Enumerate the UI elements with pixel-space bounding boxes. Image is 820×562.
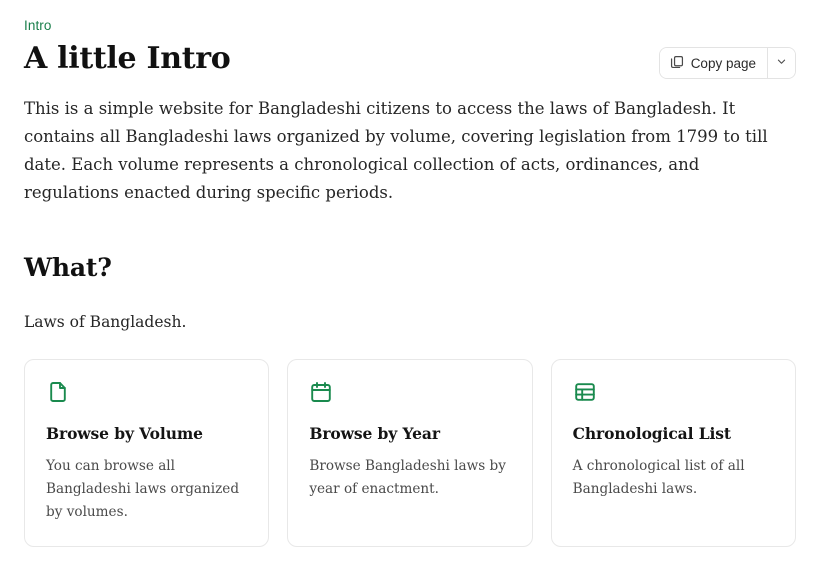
- chevron-down-icon: [776, 54, 787, 72]
- card-title: Chronological List: [572, 424, 731, 443]
- document-icon: [46, 380, 247, 404]
- copy-page-dropdown-button[interactable]: [767, 48, 795, 78]
- copy-page-button[interactable]: [660, 48, 767, 78]
- section-paragraph-what: Laws of Bangladesh.: [24, 313, 187, 331]
- card-grid: [24, 359, 796, 547]
- copy-icon: [670, 55, 684, 72]
- section-heading-what: What?: [24, 253, 112, 282]
- copy-page-label: Copy page: [690, 55, 756, 71]
- copy-page-group: [659, 47, 796, 79]
- calendar-icon: [309, 380, 510, 404]
- breadcrumb[interactable]: Intro: [24, 18, 52, 33]
- card-title: Browse by Volume: [46, 424, 203, 443]
- title-row: [24, 41, 796, 79]
- intro-paragraph: This is a simple website for Bangladeshi citizens to access the laws of Bangladesh. It contains all Bangladeshi laws organized by volume, covering legislation from 1799 to till date. Each volume represents a chronological collection of acts, ordinances, and regulations enacted during specific periods.: [24, 99, 768, 202]
- page-title: A little Intro: [24, 41, 231, 76]
- table-icon: [573, 380, 774, 404]
- card-description: A chronological list of all Bangladeshi laws.: [572, 458, 745, 497]
- card-chronological-list[interactable]: [551, 359, 796, 547]
- card-title: Browse by Year: [309, 424, 440, 443]
- card-description: You can browse all Bangladeshi laws organized by volumes.: [46, 458, 240, 520]
- card-browse-by-volume[interactable]: [24, 359, 269, 547]
- card-description: Browse Bangladeshi laws by year of enactment.: [309, 458, 506, 497]
- card-browse-by-year[interactable]: [287, 359, 532, 547]
